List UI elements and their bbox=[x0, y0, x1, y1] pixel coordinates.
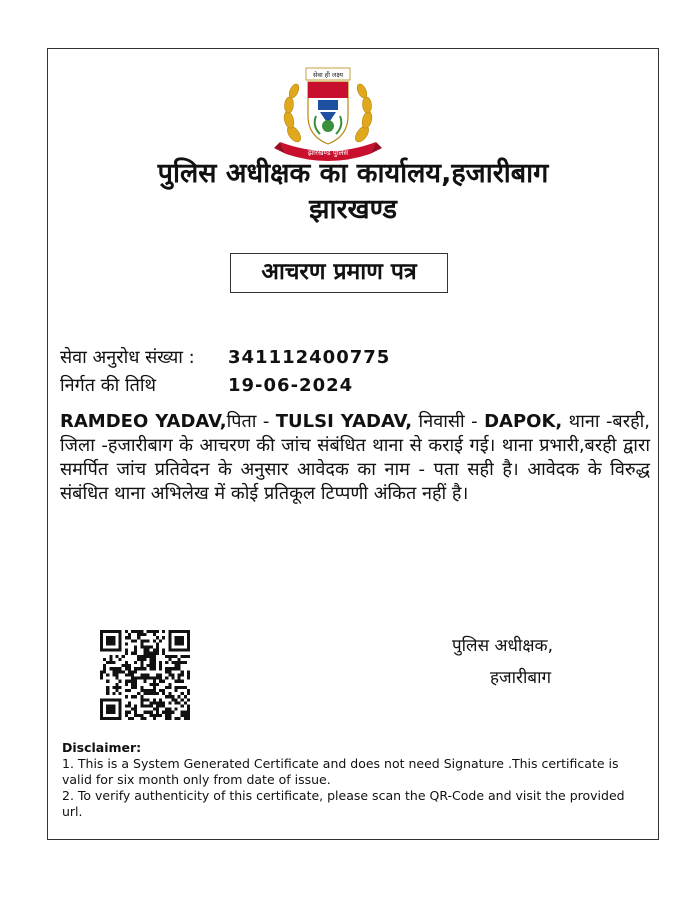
office-line-1: पुलिस अधीक्षक का कार्यालय,हजारीबाग bbox=[157, 158, 549, 189]
request-number-label: सेवा अनुरोध संख्या : bbox=[60, 347, 195, 368]
signatory-designation: पुलिस अधीक्षक, bbox=[452, 636, 553, 656]
emblem-banner: झारखण्ड पुलिस bbox=[307, 149, 349, 157]
office-heading bbox=[47, 156, 659, 228]
signature-block bbox=[440, 630, 600, 694]
body-paragraph: थाना -बरही, जिला -हजारीबाग के आचरण की जांच संबंधित थाना से कराई गई। थाना प्रभारी,बरही द्वारा समर्पित जांच प्रतिवेदन के अनुसार आवेदक का नाम - पता सही है। आवेदक के विरुद्ध संबंधित थाना अभिलेख में कोई प्रतिकूल टिप्पणी अंकित नहीं है। bbox=[60, 411, 651, 504]
village-name: DAPOK, bbox=[484, 411, 563, 432]
issue-date-value: 19-06-2024 bbox=[228, 375, 354, 396]
disclaimer bbox=[62, 740, 642, 820]
jharkhand-police-emblem bbox=[272, 64, 384, 164]
father-label: पिता - bbox=[226, 411, 276, 432]
signatory-place: हजारीबाग bbox=[490, 668, 552, 688]
request-number-row bbox=[60, 345, 390, 371]
request-number-value: 341112400775 bbox=[228, 347, 391, 368]
certificate-body bbox=[60, 410, 650, 506]
certificate-title: आचरण प्रमाण पत्र bbox=[230, 253, 448, 293]
office-line-2: झारखण्ड bbox=[309, 194, 397, 225]
disclaimer-line-1: 1. This is a System Generated Certificate and does not need Signature .This certificate is valid for six month only from date of issue. bbox=[62, 756, 619, 787]
father-name: TULSI YADAV, bbox=[275, 411, 413, 432]
emblem-motto: सेवा ही लक्ष्य bbox=[312, 71, 344, 79]
residence-label: निवासी - bbox=[412, 411, 485, 432]
disclaimer-line-2: 2. To verify authenticity of this certificate, please scan the QR-Code and visit the provided url. bbox=[62, 788, 625, 819]
qr-code-icon[interactable] bbox=[100, 630, 190, 720]
applicant-name: RAMDEO YADAV, bbox=[60, 411, 227, 432]
issue-date-row bbox=[60, 373, 353, 399]
disclaimer-heading: Disclaimer: bbox=[62, 740, 142, 755]
issue-date-label: निर्गत की तिथि bbox=[60, 375, 157, 396]
